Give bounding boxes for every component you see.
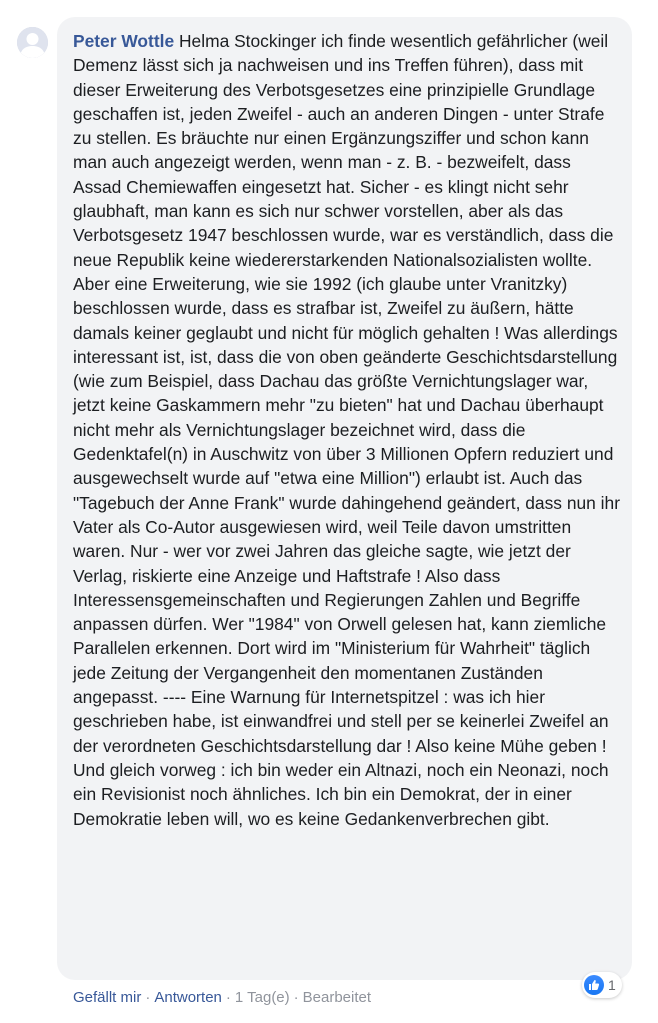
reply-button[interactable]: Antworten [154,989,222,1006]
avatar[interactable] [17,27,48,58]
reaction-summary[interactable] [582,972,622,998]
separator: · [293,989,299,1006]
reaction-count: 1 [608,977,616,993]
timestamp[interactable]: 1 Tag(e) [234,989,290,1006]
author-name[interactable]: Peter Wottle [73,31,175,51]
comment-text: Helma Stockinger ich finde wesentlich gefährlicher (weil Demenz lässt sich ja nachweisen und ins Treffen führen), dass mit dieser Erweiterung des Verbotsgesetzes eine prinzipielle Grundlage geschaffen ist, jeden Zweifel - auch an anderen Dingen - unter Strafe zu stellen. Es bräuchte nur einen Ergänzungsziffer und schon kann man auch angezeigt werden, wenn man - z. B. - bezweifelt, dass Assad Chemiewaffen eingesetzt hat. Sicher - es klingt nicht sehr glaubhaft, man kann es sich nur schwer vorstellen, aber als das Verbotsgesetz 1947 beschlossen wurde, war es verständlich, dass die neue Republik keine wiedererstarkenden Nationalsozialisten wollte. Aber eine Erweiterung, wie sie 1992 (ich glaube unter Vranitzky) beschlossen wurde, dass es strafbar ist, Zweifel zu äußern, hätte damals keiner geglaubt und nicht für möglich gehalten ! Was allerdings interessant ist, ist, dass die von oben geänderte Geschichtsdarstellung (wie zum Beispiel, dass Dachau das größte Vernichtungslager war, jetzt keine Gaskammern mehr "zu bieten" hat und Dachau überhaupt nicht mehr als Vernichtungslager bezeichnet wird, dass die Gedenktafel(n) in Auschwitz von über 3 Millionen Opfern reduziert und ausgewechselt wurde auf "etwa eine Million") erlaubt ist. Auch das "Tagebuch der Anne Frank" wurde dahingehend geändert, dass nun ihr Vater als Co-Autor ausgewiesen wird, weil Teile davon umstritten waren. Nur - wer vor zwei Jahren das gleiche sagte, wie jetzt der Verlag, riskierte eine Anzeige und Haftstrafe ! Also dass Interessensgemeinschaften und Regierungen Zahlen und Begriffe anpassen dürfen. Wer "1984" von Orwell gelesen hat, kann ziemliche Parallelen erkennen. Dort wird im "Ministerium für Wahrheit" täglich jede Zeitung der Vergangenheit den momentanen Zuständen angepasst. ---- Eine Warnung für Internetspitzel : was ich hier geschrieben habe, ist einwandfrei und stell per se keinerlei Zweifel an der verordneten Geschichtsdarstellung dar ! Also keine Mühe geben ! Und gleich vorweg : ich bin weder ein Altnazi, noch ein Neonazi, noch ein Revisionist noch ähnliches. Ich bin ein Demokrat, der in einer Demokratie leben will, wo es keine Gedankenverbrechen gibt. [73,31,621,829]
like-button[interactable]: Gefällt mir [73,989,142,1006]
comment-bubble [57,17,632,980]
separator: · [225,989,231,1006]
comment-body [73,29,622,831]
comment-actions [73,988,371,1008]
thumbs-up-icon [584,975,604,995]
edited-label[interactable]: Bearbeitet [302,989,372,1006]
default-profile-icon [17,27,48,58]
separator: · [145,989,151,1006]
